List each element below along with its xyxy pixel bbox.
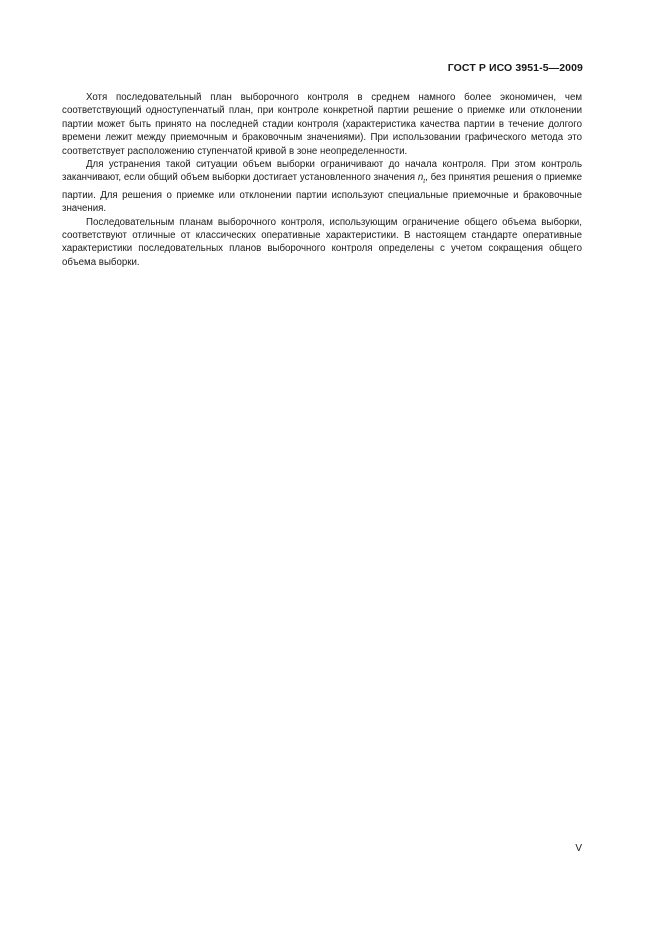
paragraph-3: Последовательным планам выборочного контроля, использующим ограничение общего объема выборки, соответствуют отличные от классических оперативные характеристики. В настоящем стандарте оперативные характеристики последовательных планов выборочного контроля определены с учетом сокращения общего объема выборки.	[62, 216, 582, 268]
paragraph-2	[62, 158, 582, 216]
sample-size-symbol: n	[417, 172, 424, 184]
sample-size-subscript: t	[423, 178, 426, 186]
standard-code-header: ГОСТ Р ИСО 3951-5—2009	[447, 62, 583, 74]
paragraph-2-after-symbol: , без принятия решения о приемке партии. Для решения о приемке или отклонении партии используют специальные приемочные и браковочные значения.	[62, 172, 582, 215]
paragraph-2-before-symbol: Для устранения такой ситуации объем выборки ограничивают до начала контроля. При этом контроль заканчивают, если общий объем выборки достигает установленного значения	[62, 159, 582, 184]
page-number: V	[575, 843, 582, 854]
paragraph-1: Хотя последовательный план выборочного контроля в среднем намного более экономичен, чем соответствующий одноступенчатый план, при контроле конкретной партии решение о приемке или отклонении партии может быть принято на последней стадии контроля (характеристика качества партии в течение долгого времени лежит между приемочным и браковочным значениями). При использовании графического метода это соответствует расположению ступенчатой кривой в зоне неопределенности.	[62, 92, 582, 157]
body-text	[62, 91, 582, 269]
